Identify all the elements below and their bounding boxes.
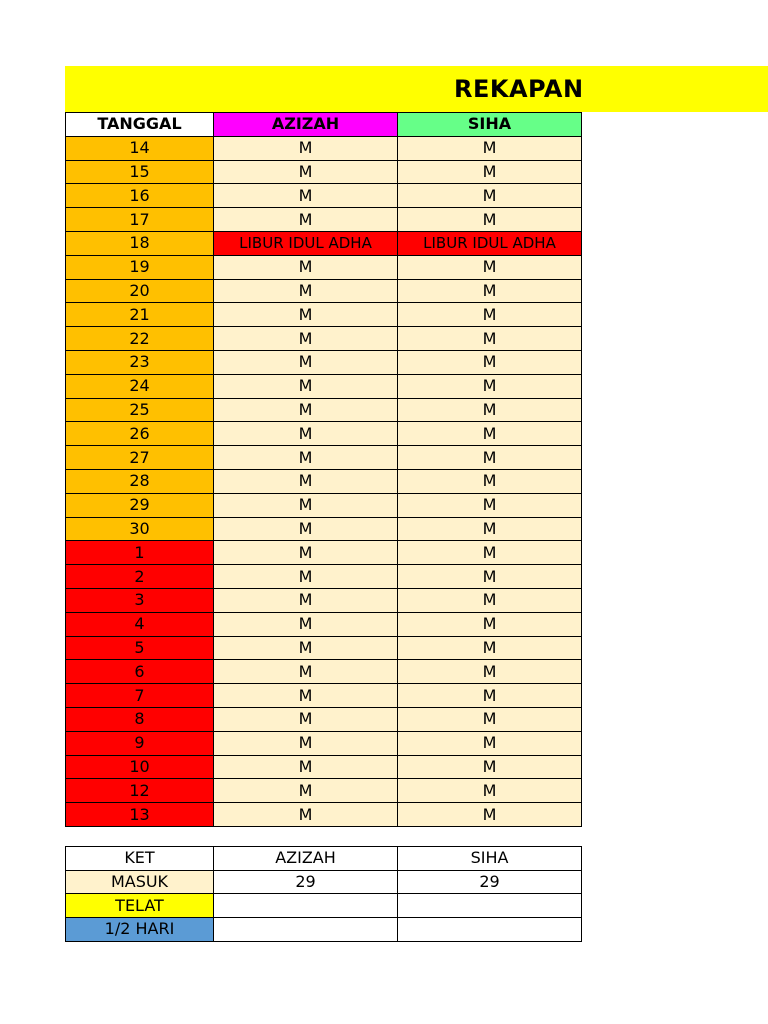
azizah-cell[interactable]: M — [214, 398, 398, 422]
summary-header-row — [66, 847, 582, 871]
header-tanggal[interactable]: TANGGAL — [66, 113, 214, 137]
table-row — [66, 612, 582, 636]
azizah-cell[interactable]: M — [214, 493, 398, 517]
siha-cell[interactable]: M — [398, 660, 582, 684]
table-row — [66, 446, 582, 470]
summary-siha-cell[interactable] — [398, 894, 582, 918]
azizah-cell[interactable]: M — [214, 684, 398, 708]
siha-cell[interactable]: M — [398, 279, 582, 303]
siha-cell[interactable]: M — [398, 469, 582, 493]
siha-cell[interactable]: M — [398, 636, 582, 660]
siha-cell[interactable]: M — [398, 136, 582, 160]
date-cell[interactable]: 1 — [66, 541, 214, 565]
header-row — [66, 113, 582, 137]
date-cell[interactable]: 10 — [66, 755, 214, 779]
azizah-cell[interactable]: M — [214, 136, 398, 160]
date-cell[interactable]: 17 — [66, 208, 214, 232]
siha-cell[interactable]: LIBUR IDUL ADHA — [398, 231, 582, 255]
sheet-title: REKAPAN — [454, 75, 584, 103]
summary-label-cell[interactable]: MASUK — [66, 870, 214, 894]
summary-azizah-cell[interactable] — [214, 918, 398, 942]
summary-label-cell[interactable]: 1/2 HARI — [66, 918, 214, 942]
azizah-cell[interactable]: M — [214, 279, 398, 303]
summary-row — [66, 918, 582, 942]
date-cell[interactable]: 25 — [66, 398, 214, 422]
table-row — [66, 255, 582, 279]
summary-siha-cell[interactable] — [398, 918, 582, 942]
table-row — [66, 303, 582, 327]
date-cell[interactable]: 30 — [66, 517, 214, 541]
date-cell[interactable]: 14 — [66, 136, 214, 160]
azizah-cell[interactable]: M — [214, 160, 398, 184]
azizah-cell[interactable]: M — [214, 755, 398, 779]
siha-cell[interactable]: M — [398, 493, 582, 517]
siha-cell[interactable]: M — [398, 612, 582, 636]
summary-table — [65, 846, 582, 942]
azizah-cell[interactable]: M — [214, 779, 398, 803]
date-cell[interactable]: 22 — [66, 327, 214, 351]
azizah-cell[interactable]: M — [214, 184, 398, 208]
azizah-cell[interactable]: M — [214, 565, 398, 589]
siha-cell[interactable]: M — [398, 588, 582, 612]
summary-header-siha[interactable]: SIHA — [398, 847, 582, 871]
attendance-table — [65, 112, 582, 827]
azizah-cell[interactable]: M — [214, 303, 398, 327]
table-row — [66, 565, 582, 589]
table-row — [66, 779, 582, 803]
date-cell[interactable]: 4 — [66, 612, 214, 636]
header-azizah[interactable]: AZIZAH — [214, 113, 398, 137]
table-row — [66, 374, 582, 398]
date-cell[interactable]: 2 — [66, 565, 214, 589]
table-row — [66, 160, 582, 184]
summary-row — [66, 870, 582, 894]
summary-azizah-cell[interactable]: 29 — [214, 870, 398, 894]
siha-cell[interactable]: M — [398, 374, 582, 398]
siha-cell[interactable]: M — [398, 684, 582, 708]
date-cell[interactable]: 21 — [66, 303, 214, 327]
azizah-cell[interactable]: M — [214, 446, 398, 470]
table-row — [66, 755, 582, 779]
table-row — [66, 731, 582, 755]
azizah-cell[interactable]: M — [214, 707, 398, 731]
azizah-cell[interactable]: M — [214, 374, 398, 398]
siha-cell[interactable]: M — [398, 160, 582, 184]
siha-cell[interactable]: M — [398, 184, 582, 208]
header-siha[interactable]: SIHA — [398, 113, 582, 137]
azizah-cell[interactable]: M — [214, 327, 398, 351]
siha-cell[interactable]: M — [398, 422, 582, 446]
siha-cell[interactable]: M — [398, 707, 582, 731]
azizah-cell[interactable]: M — [214, 636, 398, 660]
table-row — [66, 517, 582, 541]
date-cell[interactable]: 28 — [66, 469, 214, 493]
table-row — [66, 231, 582, 255]
table-row — [66, 136, 582, 160]
azizah-cell[interactable]: M — [214, 255, 398, 279]
siha-cell[interactable]: M — [398, 350, 582, 374]
azizah-cell[interactable]: M — [214, 588, 398, 612]
table-row — [66, 422, 582, 446]
date-cell[interactable]: 7 — [66, 684, 214, 708]
siha-cell[interactable]: M — [398, 541, 582, 565]
date-cell[interactable]: 5 — [66, 636, 214, 660]
azizah-cell[interactable]: M — [214, 208, 398, 232]
siha-cell[interactable]: M — [398, 803, 582, 827]
date-cell[interactable]: 18 — [66, 231, 214, 255]
table-row — [66, 398, 582, 422]
azizah-cell[interactable]: M — [214, 350, 398, 374]
summary-azizah-cell[interactable] — [214, 894, 398, 918]
date-cell[interactable]: 3 — [66, 588, 214, 612]
date-cell[interactable]: 26 — [66, 422, 214, 446]
table-row — [66, 350, 582, 374]
table-row — [66, 636, 582, 660]
table-row — [66, 707, 582, 731]
table-row — [66, 469, 582, 493]
summary-header-ket[interactable]: KET — [66, 847, 214, 871]
title-banner — [65, 66, 768, 112]
date-cell[interactable]: 29 — [66, 493, 214, 517]
table-row — [66, 208, 582, 232]
date-cell[interactable]: 24 — [66, 374, 214, 398]
summary-row — [66, 894, 582, 918]
siha-cell[interactable]: M — [398, 565, 582, 589]
azizah-cell[interactable]: M — [214, 517, 398, 541]
attendance-body — [66, 136, 582, 826]
date-cell[interactable]: 15 — [66, 160, 214, 184]
azizah-cell[interactable]: LIBUR IDUL ADHA — [214, 231, 398, 255]
date-cell[interactable]: 13 — [66, 803, 214, 827]
table-row — [66, 493, 582, 517]
summary-label-cell[interactable]: TELAT — [66, 894, 214, 918]
siha-cell[interactable]: M — [398, 755, 582, 779]
date-cell[interactable]: 16 — [66, 184, 214, 208]
table-row — [66, 327, 582, 351]
azizah-cell[interactable]: M — [214, 731, 398, 755]
siha-cell[interactable]: M — [398, 255, 582, 279]
date-cell[interactable]: 8 — [66, 707, 214, 731]
table-row — [66, 588, 582, 612]
table-row — [66, 279, 582, 303]
siha-cell[interactable]: M — [398, 398, 582, 422]
table-row — [66, 684, 582, 708]
date-cell[interactable]: 23 — [66, 350, 214, 374]
azizah-cell[interactable]: M — [214, 422, 398, 446]
date-cell[interactable]: 20 — [66, 279, 214, 303]
table-row — [66, 541, 582, 565]
azizah-cell[interactable]: M — [214, 612, 398, 636]
azizah-cell[interactable]: M — [214, 803, 398, 827]
siha-cell[interactable]: M — [398, 327, 582, 351]
table-row — [66, 803, 582, 827]
date-cell[interactable]: 12 — [66, 779, 214, 803]
azizah-cell[interactable]: M — [214, 541, 398, 565]
table-row — [66, 660, 582, 684]
siha-cell[interactable]: M — [398, 731, 582, 755]
date-cell[interactable]: 27 — [66, 446, 214, 470]
azizah-cell[interactable]: M — [214, 469, 398, 493]
siha-cell[interactable]: M — [398, 446, 582, 470]
siha-cell[interactable]: M — [398, 779, 582, 803]
date-cell[interactable]: 6 — [66, 660, 214, 684]
azizah-cell[interactable]: M — [214, 660, 398, 684]
table-row — [66, 184, 582, 208]
summary-siha-cell[interactable]: 29 — [398, 870, 582, 894]
siha-cell[interactable]: M — [398, 303, 582, 327]
date-cell[interactable]: 19 — [66, 255, 214, 279]
siha-cell[interactable]: M — [398, 517, 582, 541]
date-cell[interactable]: 9 — [66, 731, 214, 755]
siha-cell[interactable]: M — [398, 208, 582, 232]
summary-header-azizah[interactable]: AZIZAH — [214, 847, 398, 871]
summary-body — [66, 847, 582, 942]
